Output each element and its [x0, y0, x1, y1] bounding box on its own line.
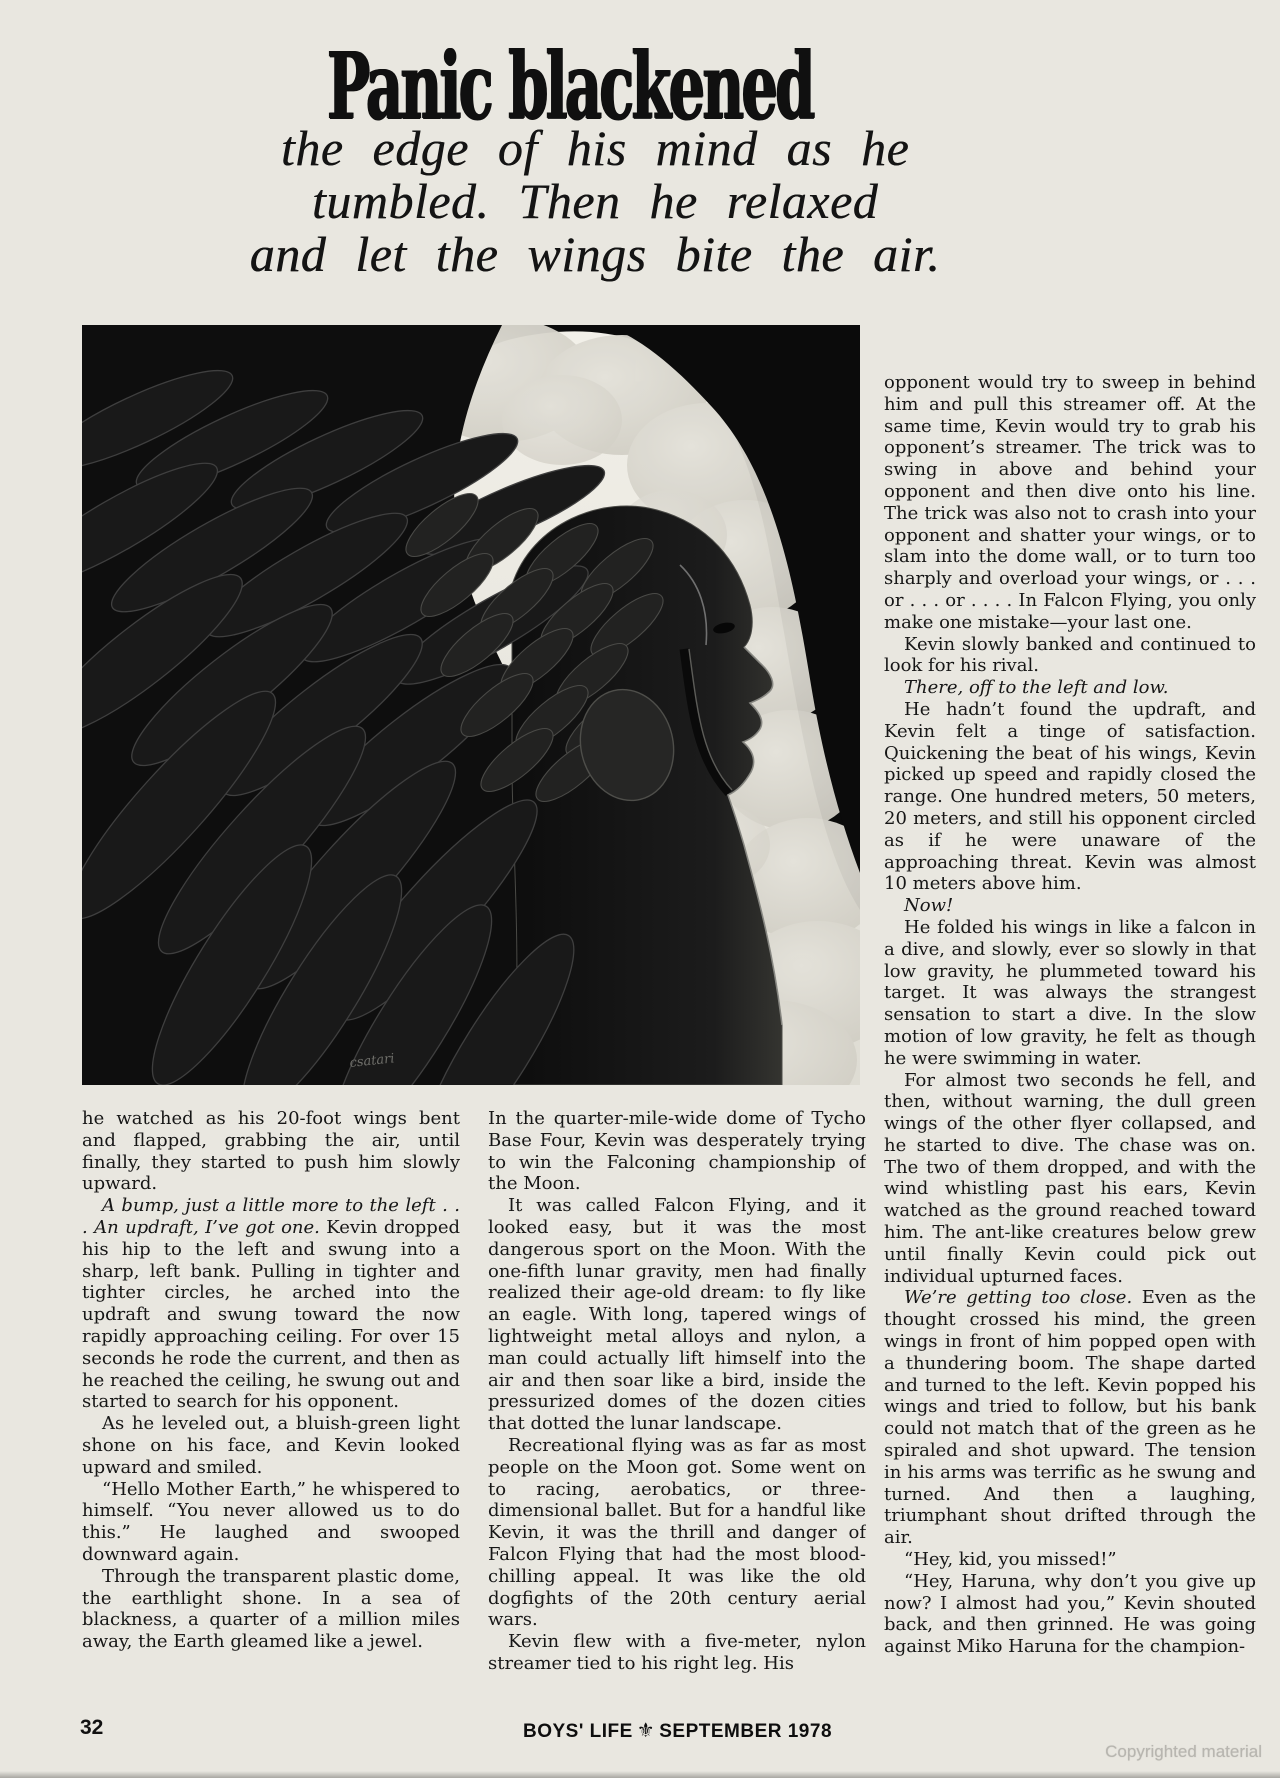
- body-text: opponent would try to sweep in behind him and pull this streamer off. At the same time, Kevin would try to grab his opponent’s streamer. The trick was to swing in above and behind your opponent and then dive onto his line. The trick was also not to crash into your opponent and shatter your wings, or to slam into the dome wall, or to turn too sharply and overload your wings, or . . . or . . . or . . . . In Falcon Flying, you only make one mistake—your last one.: [884, 372, 1256, 633]
- page-bottom-shadow: [0, 1771, 1280, 1778]
- page-number: 32: [80, 1716, 104, 1739]
- body-text: Kevin dropped his hip to the left and swung into a sharp, left bank. Pulling in tighter and tighter circles, he arched into the updraft and swung toward the now rapidly approaching ceiling. For over 15 seconds he rode the current, and then as he reached the ceiling, he swung out and started to search for his opponent.: [82, 1216, 460, 1413]
- paragraph: [488, 1631, 866, 1675]
- body-text: Recreational flying was as far as most people on the Moon got. Some went on to racing, aerobatics, or three-dimensional ballet. But for a handful like Kevin, it was the thrill and danger of Falcon Flying that had the most blood-chilling appeal. It was like the old dogfights of the 20th century aerial wars.: [488, 1434, 866, 1631]
- copyright-watermark: Copyrighted material: [1105, 1742, 1262, 1761]
- headline-subhead: [0, 122, 1190, 281]
- italic-text: Now!: [904, 895, 954, 917]
- body-text: Kevin flew with a five-meter, nylon streamer tied to his right leg. His: [488, 1631, 866, 1674]
- body-text: He hadn’t found the updraft, and Kevin felt a tinge of satisfaction. Quickening the beat of his wings, Kevin picked up speed and rapidly closed the range. One hundred meters, 50 meters, 20 meters, and still his opponent circled as if he were unaware of the approaching threat. Kevin was almost 10 meters above him.: [884, 698, 1256, 895]
- body-text: Kevin slowly banked and continued to look for his rival.: [884, 633, 1256, 677]
- subhead-line: and let the wings bite the air.: [249, 226, 941, 282]
- subhead-line: tumbled. Then he relaxed: [311, 173, 879, 229]
- italic-text: A bump, just a little more to the left . . . An updraft, I’ve got one.: [82, 1195, 460, 1238]
- body-text: Through the transparent plastic dome, the earthlight shone. In a sea of blackness, a quarter of a million miles away, the Earth gleamed like a jewel.: [82, 1565, 460, 1653]
- paragraph: [488, 1195, 866, 1435]
- paragraph: [82, 1108, 460, 1195]
- italic-text: There, off to the left and low.: [904, 677, 1169, 699]
- paragraph: [82, 1195, 460, 1413]
- magazine-name: BOYS' LIFE: [522, 1721, 633, 1742]
- paragraph: [488, 1435, 866, 1631]
- body-text: It was called Falcon Flying, and it looked easy, but it was the most dangerous sport on the Moon. With the one-fifth lunar gravity, men had finally realized their age-old dream: to fly like an eagle. With long, tapered wings of lightweight metal alloys and nylon, a man could actually lift himself into the air and then soar like a bird, inside the pressurized domes of the dozen cities that dotted the lunar landscape.: [488, 1195, 866, 1435]
- paragraph: [82, 1566, 460, 1653]
- issue-date: SEPTEMBER 1978: [659, 1721, 833, 1742]
- body-text: “Hey, kid, you missed!”: [904, 1549, 1117, 1571]
- paragraph: [884, 895, 1256, 917]
- body-text: For almost two seconds he fell, and then, without warning, the dull green wings of the other flyer collapsed, and he started to dive. The chase was on. The two of them dropped, and with the wind whistling past his ears, Kevin watched as the ground reached toward him. The ant-like creatures below grew until finally Kevin could pick out individual upturned faces.: [884, 1069, 1256, 1287]
- paragraph: [884, 1070, 1256, 1288]
- body-text: Even as the thought crossed his mind, the green wings in front of him popped open with a thundering boom. The shape darted and turned to the left. Kevin popped his wings and tried to follow, but his bank could not match that of the green as he spiraled and shot upward. The tension in his arms was terrific as he swung and turned. And then a laughing, triumphant shout drifted through the air.: [884, 1287, 1256, 1549]
- subhead-line: the edge of his mind as he: [280, 120, 910, 176]
- body-text: “Hello Mother Earth,” he whispered to himself. “You never allowed us to do this.” He laughed and swooped downward again.: [82, 1478, 460, 1565]
- paragraph: [884, 1571, 1256, 1658]
- fleur-de-lis-icon: ⚜: [636, 1718, 656, 1742]
- body-text: He folded his wings in like a falcon in a dive, and slowly, ever so slowly in that low gravity, he plummeted toward his target. It was always the strangest sensation to start a dive. In the slow motion of low gravity, he felt as though he were swimming in water.: [884, 916, 1256, 1069]
- paragraph: [884, 372, 1256, 634]
- body-text: As he leveled out, a bluish-green light shone on his face, and Kevin looked upward and smiled.: [82, 1413, 460, 1478]
- article-column-left: [82, 1108, 460, 1708]
- italic-text: We’re getting too close.: [904, 1287, 1133, 1309]
- paragraph: [884, 1287, 1256, 1549]
- article-column-right: [884, 372, 1256, 1714]
- artist-signature: csatari: [348, 1051, 396, 1071]
- body-text: In the quarter-mile-wide dome of Tycho Base Four, Kevin was desperately trying to win the Falconing championship of the Moon.: [488, 1108, 866, 1195]
- paragraph: [884, 1549, 1256, 1571]
- paragraph: [884, 677, 1256, 699]
- paragraph: [884, 634, 1256, 678]
- paragraph: [82, 1413, 460, 1478]
- body-text: he watched as his 20-foot wings bent and flapped, grabbing the air, until finally, they started to push him slowly upward.: [82, 1108, 460, 1195]
- paragraph: [884, 699, 1256, 895]
- headline-display: Panic blackened: [327, 32, 813, 140]
- paragraph: [884, 917, 1256, 1070]
- winged-flyer-illustration: [82, 325, 860, 1085]
- body-text: “Hey, Haruna, why don’t you give up now? I almost had you,” Kevin shouted back, and then grinned. He was going against Miko Haruna for the champion-: [884, 1570, 1256, 1658]
- paragraph: [82, 1479, 460, 1566]
- article-column-middle: [488, 1108, 866, 1722]
- footer-line: [75, 1718, 1280, 1743]
- paragraph: [488, 1108, 866, 1195]
